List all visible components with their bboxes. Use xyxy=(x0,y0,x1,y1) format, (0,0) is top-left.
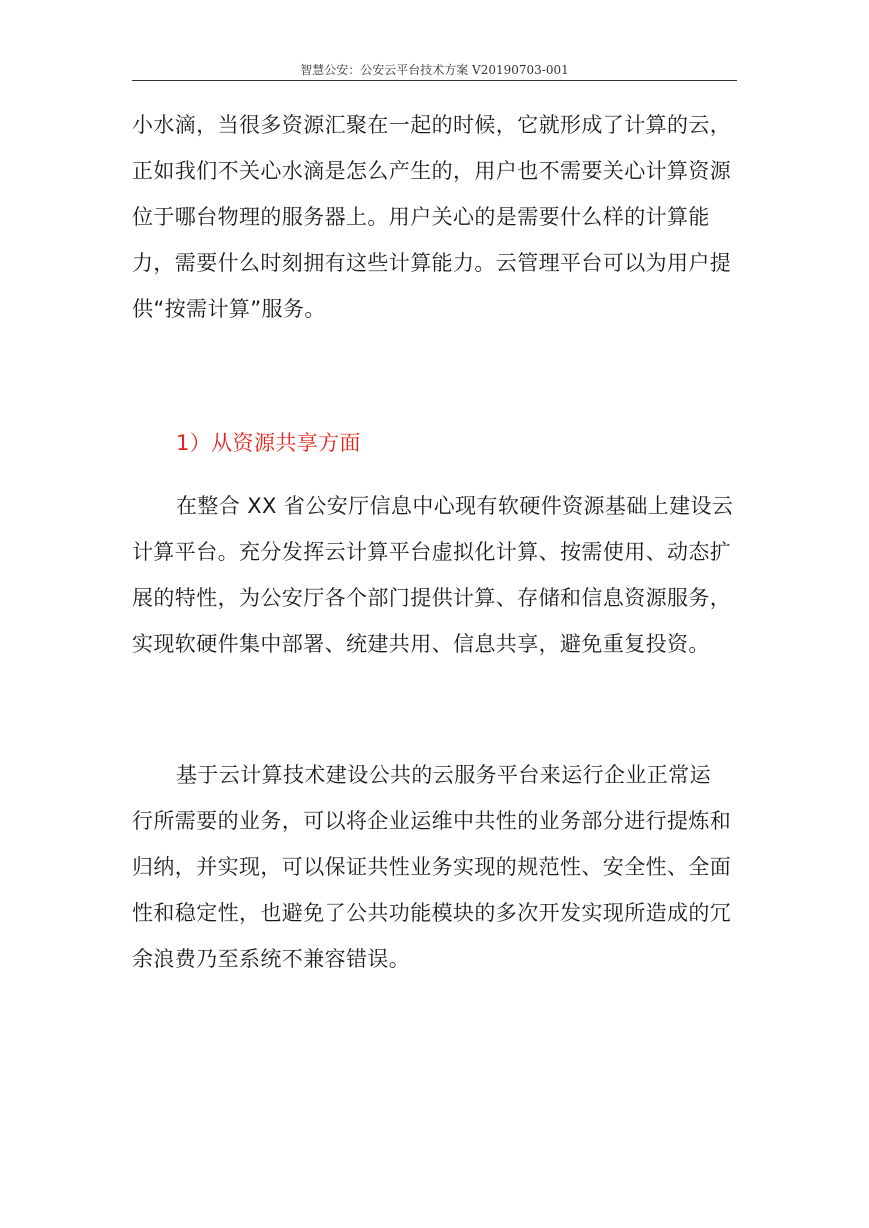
paragraph-1-line: 位于哪台物理的服务器上。用户关心的是需要什么样的计算能 xyxy=(132,205,710,229)
paragraph-2-line: 展的特性，为公安厅各个部门提供计算、存储和信息资源服务， xyxy=(132,586,732,610)
paragraph-3-line: 余浪费乃至系统不兼容错误。 xyxy=(132,947,411,971)
section-heading: 1）从资源共享方面 xyxy=(176,431,361,455)
header-divider xyxy=(132,80,737,81)
paragraph-1 xyxy=(132,102,737,332)
paragraph-2-line: 计算平台。充分发挥云计算平台虚拟化计算、按需使用、动态扩 xyxy=(132,540,732,564)
paragraph-2 xyxy=(132,483,737,667)
page-header: 智慧公安：公安云平台技术方案 V20190703-001 xyxy=(300,63,569,77)
paragraph-2-line: 实现软硬件集中部署、统建共用、信息共享，避免重复投资。 xyxy=(132,632,710,656)
paragraph-1-line: 力，需要什么时刻拥有这些计算能力。云管理平台可以为用户提 xyxy=(132,251,732,275)
paragraph-3-line: 归纳，并实现，可以保证共性业务实现的规范性、安全性、全面 xyxy=(132,855,732,879)
paragraph-3-line: 行所需要的业务，可以将企业运维中共性的业务部分进行提炼和 xyxy=(132,809,732,833)
paragraph-1-line: 小水滴，当很多资源汇聚在一起的时候，它就形成了计算的云， xyxy=(132,113,732,137)
paragraph-3-line: 基于云计算技术建设公共的云服务平台来运行企业正常运 xyxy=(176,763,711,787)
paragraph-1-line: 正如我们不关心水滴是怎么产生的，用户也不需要关心计算资源 xyxy=(132,159,732,183)
paragraph-3 xyxy=(132,752,737,982)
paragraph-3-line: 性和稳定性，也避免了公共功能模块的多次开发实现所造成的冗 xyxy=(132,901,732,925)
paragraph-1-line: 供“按需计算”服务。 xyxy=(132,297,326,321)
paragraph-2-line: 在整合 XX 省公安厅信息中心现有软硬件资源基础上建设云 xyxy=(176,494,734,518)
